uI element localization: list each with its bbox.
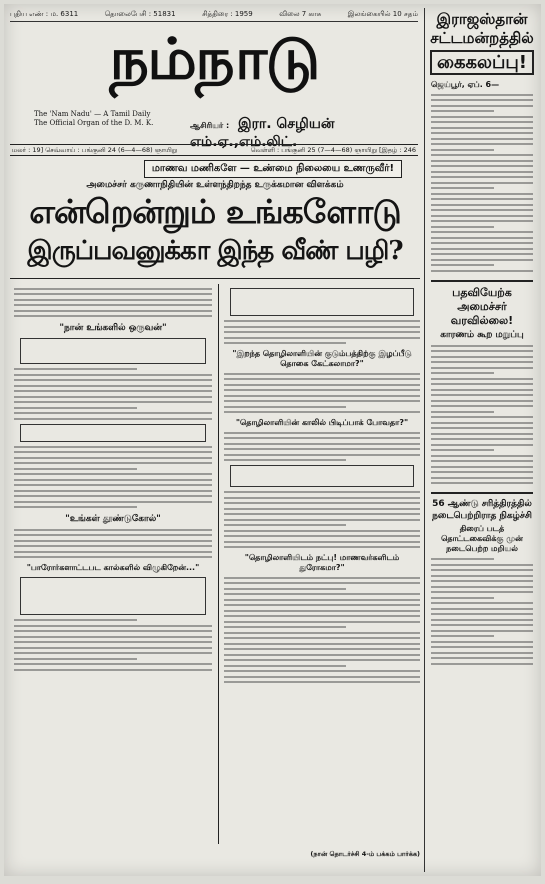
- text-line: [14, 658, 137, 660]
- text-line: [224, 373, 420, 375]
- text-line: [14, 412, 212, 414]
- text-line: [431, 94, 533, 96]
- text-line: [431, 569, 533, 571]
- text-line: [431, 127, 533, 129]
- text-line: [224, 541, 420, 543]
- text-line: [224, 342, 346, 344]
- text-line: [224, 530, 420, 532]
- text-line: [431, 237, 533, 239]
- section-heading: "இறந்த தொழிலாளியின் குடும்பத்திற்கு இழப்பீடு தொகை கேட்கலாமா?": [232, 349, 412, 368]
- text-line: [14, 663, 212, 665]
- text-line: [431, 586, 533, 588]
- text-line: [224, 654, 420, 656]
- text-line: [224, 648, 420, 650]
- text-line: [431, 264, 494, 266]
- text-line: [224, 406, 346, 408]
- text-line: [224, 326, 420, 328]
- text-line: [431, 405, 533, 407]
- text-line: [14, 288, 212, 290]
- dateline: ஜெய்பூர், ஏப். 6—: [431, 80, 500, 89]
- side-section-title: 56 ஆண்டு சரித்திரத்தில் நடைபெற்றிராத நிகழ்ச்சி: [431, 492, 533, 522]
- text-line: [224, 389, 420, 391]
- text-block: [431, 94, 533, 272]
- text-line: [431, 154, 533, 156]
- text-line: [431, 215, 533, 217]
- side-section-sub: காரணம் கூற மறுப்பு: [440, 329, 524, 340]
- text-line: [14, 495, 212, 497]
- text-line: [431, 367, 533, 369]
- text-line: [431, 597, 494, 599]
- text-line: [431, 182, 533, 184]
- text-line: [431, 449, 494, 451]
- text-line: [224, 502, 420, 504]
- text-line: [224, 320, 420, 322]
- text-line: [224, 395, 420, 397]
- text-line: [224, 535, 420, 537]
- text-line: [431, 466, 533, 468]
- kicker-box: மாணவ மணிகளே — உண்மை நிலையை உணருவீர்!: [144, 160, 402, 178]
- newspaper-logo: நம்நாடு: [109, 25, 319, 93]
- text-line: [431, 591, 533, 593]
- text-line: [14, 418, 212, 420]
- text-line: [224, 443, 420, 445]
- main-headline-second: இருப்பவனுக்கா இந்த வீண் பழி?: [27, 236, 403, 266]
- side-section-title: பதவியேற்க அமைச்சர் வரவில்லை!: [431, 280, 533, 328]
- text-line: [431, 176, 533, 178]
- text-line: [224, 448, 420, 450]
- top-info-strip: [10, 8, 418, 22]
- text-block: [14, 368, 212, 420]
- text-line: [431, 482, 533, 484]
- text-line: [224, 610, 420, 612]
- text-line: [431, 663, 533, 665]
- text-line: [14, 299, 212, 301]
- text-line: [14, 556, 212, 558]
- text-line: [224, 513, 420, 515]
- text-line: [431, 624, 533, 626]
- text-line: [431, 209, 533, 211]
- text-line: [14, 652, 212, 654]
- text-line: [431, 361, 533, 363]
- text-line: [431, 564, 533, 566]
- main-headline: என்றென்றும் உங்களோடு: [29, 192, 401, 231]
- editor-credit: ஆசிரியர் : இரா. செழியன் எம்.ஏ.,எம்.லிட்.: [190, 116, 335, 150]
- text-line: [431, 416, 533, 418]
- reg-number: புதிய எண் : ம. 6311: [10, 10, 79, 18]
- text-block: [224, 577, 420, 684]
- text-line: [14, 401, 212, 403]
- text-line: [224, 665, 346, 667]
- text-line: [224, 637, 420, 639]
- text-line: [431, 602, 533, 604]
- text-line: [224, 546, 420, 548]
- text-line: [14, 534, 212, 536]
- text-line: [14, 501, 212, 503]
- text-line: [431, 422, 533, 424]
- text-line: [14, 641, 212, 643]
- newspaper-page: [4, 4, 541, 876]
- text-line: [431, 231, 533, 233]
- issue-line: மலர் : 19] செவ்வாய் : பங்குனி 24 (6—4—68) ஞாயிறு வெள்ளி : பங்குனி 25 (7—4—68) ஞாயிறு [இதழ் : 246: [10, 144, 418, 156]
- text-line: [14, 457, 212, 459]
- caption-box: [20, 424, 206, 442]
- text-line: [224, 670, 420, 672]
- text-line: [224, 384, 420, 386]
- phone-number: தொலைபேசி : 51831: [104, 10, 176, 18]
- text-line: [14, 669, 212, 671]
- text-line: [14, 451, 212, 453]
- quote-heading: "பாரோர்களாட்டபட கால்களில் விழுகிறேன்...": [26, 563, 200, 572]
- text-line: [431, 635, 494, 637]
- text-line: [224, 519, 420, 521]
- text-block: [224, 491, 420, 548]
- text-line: [431, 220, 533, 222]
- quote-box: [20, 577, 206, 615]
- text-line: [431, 389, 533, 391]
- quote-box: [230, 288, 414, 316]
- text-line: [431, 165, 533, 167]
- text-line: [431, 193, 533, 195]
- text-line: [14, 484, 212, 486]
- text-line: [224, 599, 420, 601]
- text-line: [14, 374, 212, 376]
- text-line: [14, 385, 212, 387]
- text-line: [14, 479, 212, 481]
- text-line: [14, 619, 137, 621]
- text-line: [431, 460, 533, 462]
- text-line: [14, 625, 212, 627]
- text-line: [224, 524, 346, 526]
- masthead: [10, 24, 418, 102]
- text-line: [224, 577, 420, 579]
- text-line: [224, 411, 420, 413]
- text-line: [14, 390, 212, 392]
- text-line: [14, 462, 212, 464]
- text-line: [431, 143, 533, 145]
- body-column-right: [224, 284, 420, 844]
- text-block: [14, 446, 212, 509]
- text-line: [224, 588, 346, 590]
- text-line: [224, 491, 420, 493]
- text-line: [14, 446, 212, 448]
- text-line: [14, 545, 212, 547]
- body-column-left: [14, 284, 212, 844]
- text-line: [14, 529, 212, 531]
- text-line: [224, 626, 346, 628]
- text-line: [14, 379, 212, 381]
- side-section-sub: திரைப் படத் தொட்டகைவிக்கு முன் நடைபெற்ற மறியல்: [441, 524, 523, 553]
- text-line: [431, 121, 533, 123]
- text-line: [431, 187, 494, 189]
- text-line: [431, 204, 533, 206]
- section-heading: "தொழிலாளியின் காலில் பிடிப்பாக் போவதா?": [235, 418, 409, 427]
- text-line: [14, 368, 137, 370]
- text-line: [14, 315, 212, 317]
- text-line: [431, 132, 533, 134]
- text-line: [224, 331, 420, 333]
- text-line: [14, 551, 212, 553]
- text-block: [431, 345, 533, 485]
- text-line: [14, 407, 137, 409]
- text-line: [431, 149, 494, 151]
- divider: [10, 278, 420, 279]
- text-line: [224, 621, 420, 623]
- text-line: [431, 657, 533, 659]
- text-line: [431, 411, 494, 413]
- text-line: [224, 643, 420, 645]
- text-line: [224, 676, 420, 678]
- text-line: [431, 378, 533, 380]
- text-line: [431, 580, 533, 582]
- text-line: [14, 396, 212, 398]
- text-line: [431, 455, 533, 457]
- text-line: [431, 270, 533, 272]
- text-line: [224, 593, 420, 595]
- continued-note: (நான் தொடர்ச்சி 4-ம் பக்கம் பார்க்க): [310, 850, 420, 858]
- text-line: [431, 99, 533, 101]
- text-line: [14, 310, 212, 312]
- text-line: [224, 459, 346, 461]
- text-line: [224, 497, 420, 499]
- text-line: [224, 681, 420, 683]
- text-line: [14, 506, 137, 508]
- text-line: [431, 575, 533, 577]
- text-line: [431, 444, 533, 446]
- text-line: [224, 632, 420, 634]
- text-line: [14, 468, 137, 470]
- text-line: [431, 558, 494, 560]
- text-block: [14, 619, 212, 671]
- text-line: [431, 226, 494, 228]
- text-line: [431, 641, 533, 643]
- text-line: [431, 248, 533, 250]
- section-heading: "தொழிலாளியிடம் நட்பு! மாணவர்களிடம் துரோகமா?": [244, 553, 400, 572]
- text-line: [224, 582, 420, 584]
- text-block: [224, 373, 420, 414]
- text-line: [431, 160, 533, 162]
- quote-box: [20, 338, 206, 364]
- text-line: [14, 473, 212, 475]
- column-divider: [218, 284, 219, 844]
- text-block: [14, 529, 212, 559]
- text-line: [431, 383, 533, 385]
- text-line: [431, 613, 533, 615]
- text-line: [431, 105, 533, 107]
- text-line: [224, 378, 420, 380]
- text-line: [431, 350, 533, 352]
- text-line: [224, 508, 420, 510]
- text-line: [431, 198, 533, 200]
- text-line: [431, 116, 533, 118]
- text-line: [431, 253, 533, 255]
- text-line: [431, 471, 533, 473]
- text-block: [14, 288, 212, 318]
- text-line: [431, 138, 533, 140]
- text-line: [431, 394, 533, 396]
- text-line: [431, 372, 494, 374]
- text-line: [431, 171, 533, 173]
- text-line: [224, 615, 420, 617]
- section-heading: "நான் உங்களில் ஒருவன்": [59, 323, 167, 333]
- text-line: [431, 619, 533, 621]
- text-line: [224, 437, 420, 439]
- text-block: [224, 432, 420, 462]
- text-line: [431, 110, 494, 112]
- text-line: [224, 432, 420, 434]
- text-line: [431, 400, 533, 402]
- text-line: [431, 630, 533, 632]
- text-line: [431, 345, 533, 347]
- text-line: [431, 438, 533, 440]
- text-line: [224, 400, 420, 402]
- text-line: [14, 540, 212, 542]
- text-line: [14, 490, 212, 492]
- price-ceylon: இலங்கையில் 10 சதம்: [347, 10, 418, 18]
- english-tagline: The 'Nam Nadu' — A Tamil Daily The Official Organ of the D. M. K.: [34, 110, 154, 127]
- text-line: [14, 304, 212, 306]
- text-line: [14, 630, 212, 632]
- text-line: [224, 604, 420, 606]
- text-line: [431, 259, 533, 261]
- date-year: சித்திரை : 1959: [202, 10, 253, 18]
- text-line: [14, 293, 212, 295]
- text-line: [14, 647, 212, 649]
- text-block: [431, 558, 533, 665]
- text-block: [224, 320, 420, 344]
- price: விலை 7 காசு: [279, 10, 322, 18]
- side-headline: இராஜஸ்தான் சட்டமன்றத்தில் கைகலப்பு!: [430, 10, 534, 73]
- text-line: [431, 433, 533, 435]
- text-line: [431, 477, 533, 479]
- text-line: [224, 659, 420, 661]
- section-heading: "உங்கள் தூண்டுகோல்": [65, 514, 161, 524]
- text-line: [14, 636, 212, 638]
- text-line: [431, 427, 533, 429]
- text-line: [431, 356, 533, 358]
- text-line: [431, 608, 533, 610]
- quote-box: [230, 465, 414, 487]
- text-line: [431, 652, 533, 654]
- text-line: [224, 337, 420, 339]
- text-line: [431, 646, 533, 648]
- text-line: [431, 242, 533, 244]
- text-line: [224, 454, 420, 456]
- right-column: [424, 8, 537, 872]
- subkicker: அமைச்சர் கருணாநிதியின் உள்ளந்திறந்த உருக்கமான விளக்கம்: [86, 180, 344, 190]
